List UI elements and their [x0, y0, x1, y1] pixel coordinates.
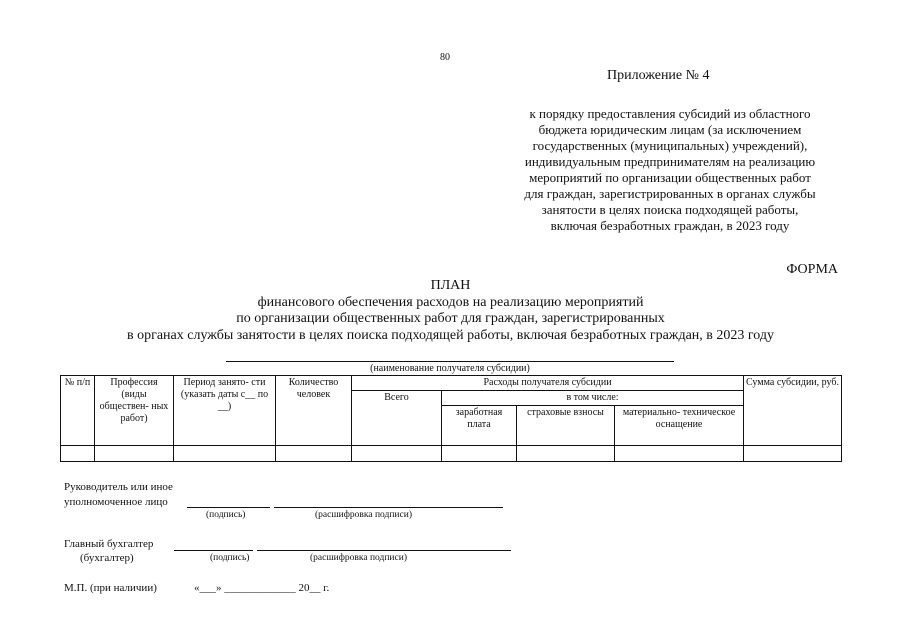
- header-expenses: Расходы получателя субсидии: [352, 376, 744, 391]
- date-field[interactable]: «___» _____________ 20__ г.: [194, 582, 330, 594]
- head-signature-field[interactable]: [187, 507, 270, 508]
- plan-table: [60, 375, 842, 462]
- table-row: [61, 446, 842, 462]
- plan-title: ПЛАН: [430, 278, 471, 293]
- head-signature-caption: (подпись): [206, 510, 246, 520]
- purpose-line: бюджета юридическим лицам (за исключением: [538, 122, 802, 137]
- plan-subtitle-line: в органах службы занятости в целях поиска подходящей работы, включая безработных граждан, в 2023 году: [126, 327, 775, 343]
- table-cell[interactable]: [352, 446, 442, 462]
- head-title-line1: Руководитель или иное: [64, 481, 173, 493]
- table-cell[interactable]: [517, 446, 615, 462]
- head-decode-field[interactable]: [274, 507, 503, 508]
- accountant-decode-caption: (расшифровка подписи): [310, 553, 407, 563]
- header-including: в том числе:: [442, 391, 744, 406]
- header-insurance: страховые взносы: [517, 406, 615, 446]
- page-number: 80: [440, 52, 450, 63]
- header-profession: Профессия (виды обществен- ных работ): [95, 376, 174, 446]
- accountant-title-line1: Главный бухгалтер: [64, 538, 154, 550]
- header-salary: заработная плата: [442, 406, 517, 446]
- table-cell[interactable]: [174, 446, 276, 462]
- head-title-line2: уполномоченное лицо: [64, 496, 168, 508]
- accountant-signature-field[interactable]: [174, 550, 253, 551]
- accountant-title-line2: (бухгалтер): [80, 552, 134, 564]
- recipient-name-field[interactable]: [226, 361, 674, 362]
- header-total: Всего: [352, 391, 442, 446]
- purpose-line: мероприятий по организации общественных работ: [529, 170, 811, 185]
- header-material: материально- техническое оснащение: [615, 406, 744, 446]
- table-cell[interactable]: [95, 446, 174, 462]
- appendix-purpose: [480, 106, 860, 234]
- plan-heading: [0, 278, 901, 344]
- purpose-line: для граждан, зарегистрированных в органах службы: [524, 186, 816, 201]
- purpose-line: к порядку предоставления субсидий из областного: [529, 106, 811, 121]
- header-period: Период занято- сти (указать даты с__ по __): [174, 376, 276, 446]
- purpose-line: государственных (муниципальных) учреждений),: [532, 138, 808, 153]
- purpose-line: индивидуальным предпринимателям на реализацию: [524, 154, 816, 169]
- table-cell[interactable]: [744, 446, 842, 462]
- seal-label: М.П. (при наличии): [64, 582, 157, 594]
- header-count: Количество человек: [276, 376, 352, 446]
- accountant-signature-caption: (подпись): [210, 553, 250, 563]
- table-cell[interactable]: [61, 446, 95, 462]
- purpose-line: включая безработных граждан, в 2023 году: [550, 218, 790, 233]
- table-cell[interactable]: [442, 446, 517, 462]
- plan-subtitle-line: финансового обеспечения расходов на реализацию мероприятий: [257, 294, 644, 310]
- table-cell[interactable]: [615, 446, 744, 462]
- form-label: ФОРМА: [786, 262, 838, 277]
- plan-subtitle-line: по организации общественных работ для граждан, зарегистрированных: [236, 311, 665, 326]
- header-number: № п/п: [61, 376, 95, 446]
- table-cell[interactable]: [276, 446, 352, 462]
- appendix-label: Приложение № 4: [607, 68, 710, 83]
- header-subsidy-sum: Сумма субсидии, руб.: [744, 376, 842, 446]
- head-decode-caption: (расшифровка подписи): [315, 510, 412, 520]
- accountant-decode-field[interactable]: [257, 550, 511, 551]
- recipient-caption: (наименование получателя субсидии): [370, 363, 530, 374]
- purpose-line: занятости в целях поиска подходящей работы,: [541, 202, 799, 217]
